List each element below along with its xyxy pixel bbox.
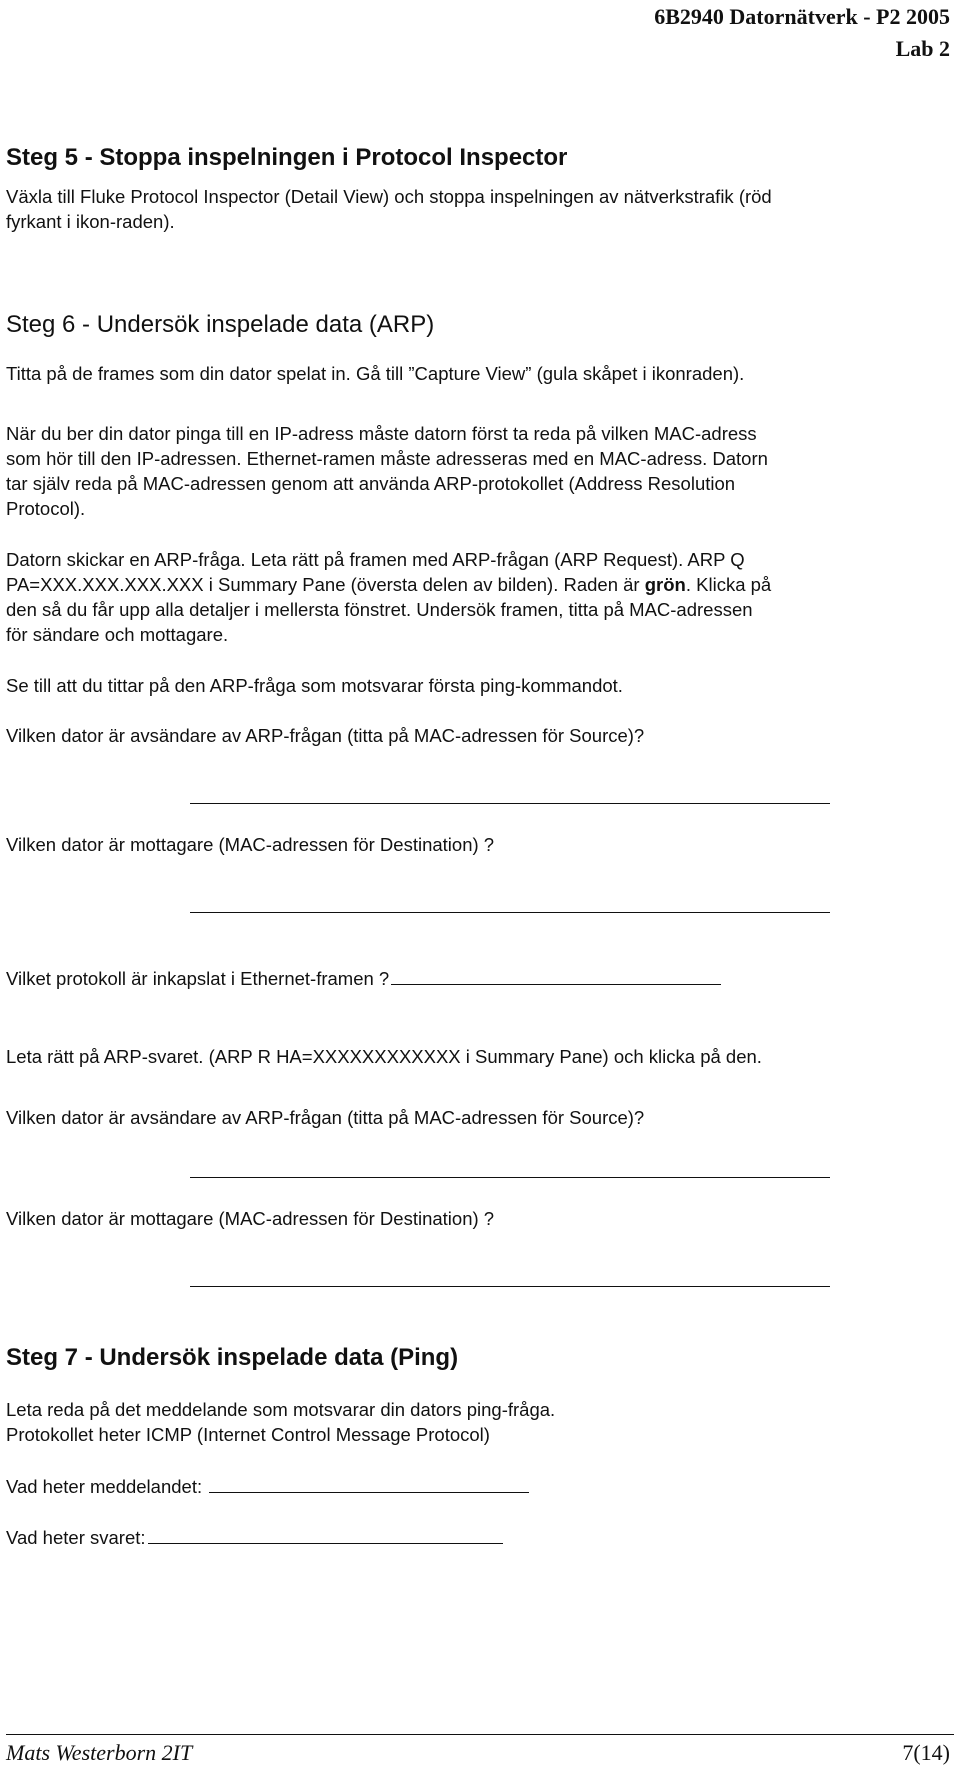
answer-line-q4[interactable] xyxy=(190,1177,830,1178)
answer-line-reply[interactable] xyxy=(148,1543,503,1544)
step6-paragraph1: Titta på de frames som din dator spelat in. Gå till ”Capture View” (gula skåpet i ikonraden). xyxy=(6,363,745,384)
step5-heading: Steg 5 - Stoppa inspelningen i Protocol Inspector xyxy=(6,144,568,171)
step5-text-line2: fyrkant i ikon-raden). xyxy=(6,211,175,232)
p3-line2-end: . Klicka på xyxy=(685,574,772,595)
answer-line-q3[interactable] xyxy=(391,984,721,985)
answer-line-q5[interactable] xyxy=(190,1286,830,1287)
step7-question2: Vad heter svaret: xyxy=(6,1527,146,1548)
answer-line-message[interactable] xyxy=(209,1492,529,1493)
step6-question2: Vilken dator är mottagare (MAC-adressen för Destination) ? xyxy=(6,834,495,855)
step6-question3: Vilket protokoll är inkapslat i Ethernet-framen ? xyxy=(6,968,390,989)
step6-question1: Vilken dator är avsändare av ARP-frågan (titta på MAC-adressen för Source)? xyxy=(6,725,645,746)
step6-paragraph3-line4: för sändare och mottagare. xyxy=(6,624,229,645)
footer-page-number: 7(14) xyxy=(902,1740,950,1765)
step6-paragraph2-line1: När du ber din dator pinga till en IP-adress måste datorn först ta reda på vilken MAC-adress xyxy=(6,423,757,444)
step7-text-line2: Protokollet heter ICMP (Internet Control Message Protocol) xyxy=(6,1424,490,1445)
green-word: grön xyxy=(644,574,686,595)
footer-rule xyxy=(6,1734,954,1735)
step7-question2-row xyxy=(6,1525,503,1550)
step6-paragraph2-line4: Protocol). xyxy=(6,498,86,519)
step6-question5: Vilken dator är mottagare (MAC-adressen för Destination) ? xyxy=(6,1208,495,1229)
step6-question3-row xyxy=(6,966,721,991)
answer-line-q2[interactable] xyxy=(190,912,830,913)
answer-line-q1[interactable] xyxy=(190,803,830,804)
step7-text-line1: Leta reda på det meddelande som motsvarar din dators ping-fråga. xyxy=(6,1399,556,1420)
step6-heading: Steg 6 - Undersök inspelade data (ARP) xyxy=(6,311,435,338)
step6-paragraph5: Leta rätt på ARP-svaret. (ARP R HA=XXXXXXXXXXXX i Summary Pane) och klicka på den. xyxy=(6,1046,762,1067)
step7-question1: Vad heter meddelandet: xyxy=(6,1476,203,1497)
header-lab: Lab 2 xyxy=(895,36,950,61)
step7-question1-row xyxy=(6,1474,529,1499)
footer-author: Mats Westerborn 2IT xyxy=(6,1740,193,1765)
step6-question4: Vilken dator är avsändare av ARP-frågan (titta på MAC-adressen för Source)? xyxy=(6,1107,645,1128)
step6-paragraph2-line3: tar själv reda på MAC-adressen genom att använda ARP-protokollet (Address Resolution xyxy=(6,473,736,494)
step5-text-line1: Växla till Fluke Protocol Inspector (Detail View) och stoppa inspelningen av nätverkstrafik (röd xyxy=(6,186,772,207)
p3-line2-text: PA=XXX.XXX.XXX.XXX i Summary Pane (översta delen av bilden). Raden är xyxy=(6,574,640,595)
step6-paragraph3-line1: Datorn skickar en ARP-fråga. Leta rätt på framen med ARP-frågan (ARP Request). ARP Q xyxy=(6,549,745,570)
header-course: 6B2940 Datornätverk - P2 2005 xyxy=(654,4,950,29)
step6-paragraph4: Se till att du tittar på den ARP-fråga som motsvarar första ping-kommandot. xyxy=(6,675,623,696)
step6-paragraph3-line2 xyxy=(6,572,771,597)
step7-heading: Steg 7 - Undersök inspelade data (Ping) xyxy=(6,1344,459,1371)
step6-paragraph3-line3: den så du får upp alla detaljer i mellersta fönstret. Undersök framen, titta på MAC-adressen xyxy=(6,599,753,620)
step6-paragraph2-line2: som hör till den IP-adressen. Ethernet-ramen måste adresseras med en MAC-adress. Datorn xyxy=(6,448,768,469)
